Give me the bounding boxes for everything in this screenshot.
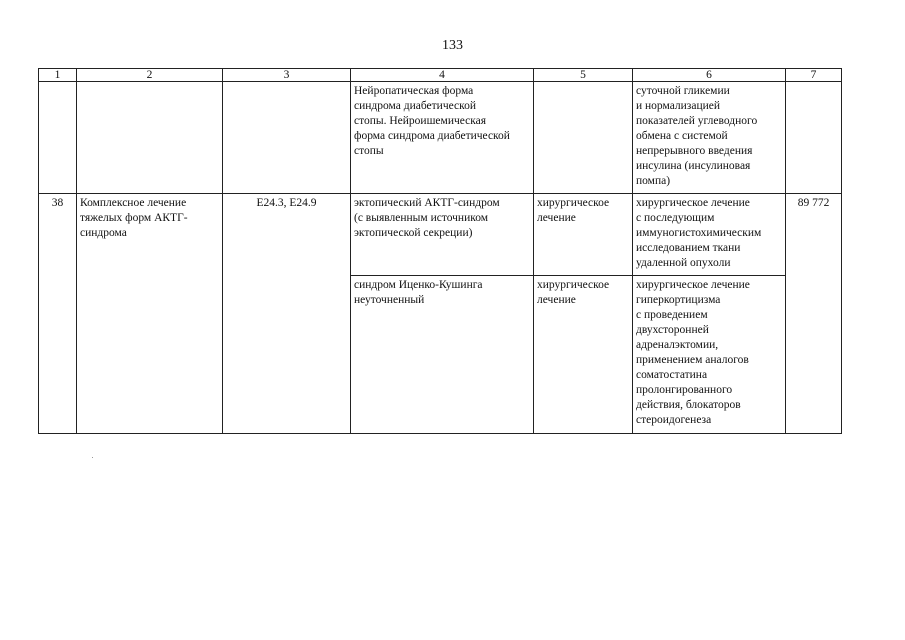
text-line: эктопической секреции) <box>354 227 473 239</box>
text-line: исследованием ткани <box>636 242 741 254</box>
text-line: и нормализацией <box>636 100 721 112</box>
text-line: обмена с системой <box>636 130 728 142</box>
text-line: иммуногистохимическим <box>636 227 762 239</box>
text-line: с последующим <box>636 212 715 224</box>
text-line: лечение <box>537 212 576 224</box>
continuation-row <box>39 82 842 194</box>
header-row <box>39 69 842 82</box>
text-line: непрерывного введения <box>636 145 753 157</box>
text-line: синдрома диабетической <box>354 100 477 112</box>
text-line: (с выявленным источником <box>354 212 489 224</box>
icd-codes-cell: E24.3, E24.9 <box>223 194 351 434</box>
care-type-cell <box>77 194 223 434</box>
table-row-38 <box>39 194 842 276</box>
treatment-type-cell <box>534 194 633 276</box>
column-header-3: 3 <box>223 69 351 82</box>
text-line: соматостатина <box>636 369 708 381</box>
text-line: хирургическое <box>537 279 610 291</box>
page-number: 133 <box>442 38 463 53</box>
column-header-6: 6 <box>633 69 786 82</box>
text-line: форма синдрома диабетической <box>354 130 510 142</box>
text-line: эктопический АКТГ-синдром <box>354 197 500 209</box>
text-line: суточной гликемии <box>636 85 730 97</box>
cell-empty <box>786 82 842 194</box>
text-line: хирургическое лечение <box>636 197 750 209</box>
treatment-method-cell <box>633 194 786 276</box>
cell-empty <box>534 82 633 194</box>
text-line: стопы. Нейроишемическая <box>354 115 487 127</box>
text-line: синдром Иценко-Кушинга <box>354 279 483 291</box>
text-line: инсулина (инсулиновая <box>636 160 751 172</box>
cell-empty <box>223 82 351 194</box>
continuation-method-cell <box>633 82 786 194</box>
text-line: хирургическое <box>537 197 610 209</box>
text-line: удаленной опухоли <box>636 257 731 269</box>
cost-cell: 89 772 <box>786 194 842 434</box>
cell-empty <box>39 82 77 194</box>
text-line: Нейропатическая форма <box>354 85 474 97</box>
text-line: лечение <box>537 294 576 306</box>
text-line: с проведением <box>636 309 708 321</box>
text-line: действия, блокаторов <box>636 399 741 411</box>
text-line: применением аналогов <box>636 354 749 366</box>
treatment-method-cell <box>633 276 786 434</box>
patient-model-cell <box>351 276 534 434</box>
column-header-2: 2 <box>77 69 223 82</box>
medical-care-table <box>38 68 842 434</box>
treatment-type-cell <box>534 276 633 434</box>
scan-speck <box>92 457 93 458</box>
text-line: стероидогенеза <box>636 414 712 426</box>
text-line: показателей углеводного <box>636 115 758 127</box>
text-line: стопы <box>354 145 384 157</box>
text-line: помпа) <box>636 175 671 187</box>
text-line: гиперкортицизма <box>636 294 721 306</box>
text-line: тяжелых форм АКТГ- <box>80 212 188 224</box>
cell-empty <box>77 82 223 194</box>
patient-model-cell <box>351 194 534 276</box>
text-line: Комплексное лечение <box>80 197 187 209</box>
text-line: двухсторонней <box>636 324 709 336</box>
column-header-1: 1 <box>39 69 77 82</box>
column-header-4: 4 <box>351 69 534 82</box>
text-line: пролонгированного <box>636 384 733 396</box>
text-line: адреналэктомии, <box>636 339 719 351</box>
column-header-5: 5 <box>534 69 633 82</box>
text-line: синдрома <box>80 227 127 239</box>
text-line: хирургическое лечение <box>636 279 750 291</box>
text-line: неуточненный <box>354 294 425 306</box>
column-header-7: 7 <box>786 69 842 82</box>
row-number-cell: 38 <box>39 194 77 434</box>
continuation-model-cell <box>351 82 534 194</box>
